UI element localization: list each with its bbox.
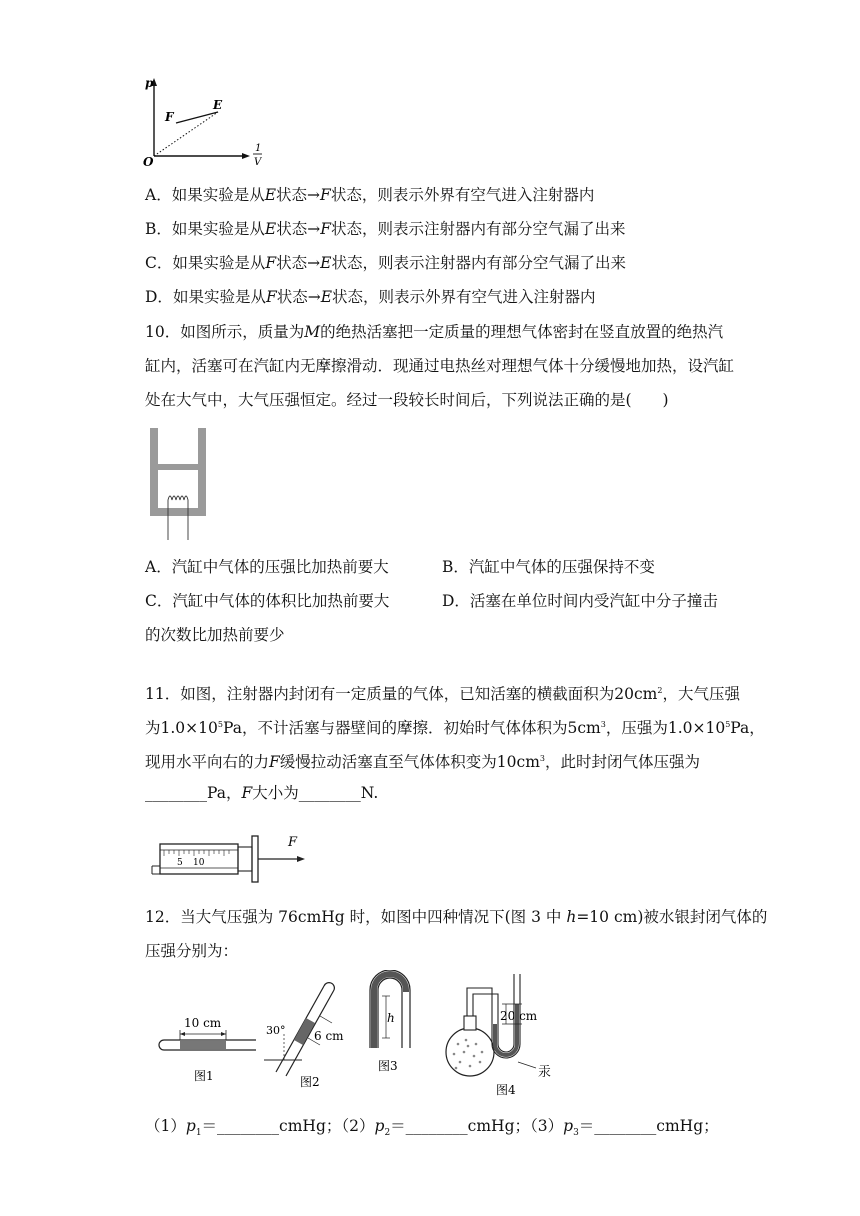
q9-option-d: D．如果实验是从F状态→E状态，则表示外界有空气进入注射器内 [145,288,596,306]
q10-stem-line1: 10．如图所示，质量为M的绝热活塞把一定质量的理想气体密封在竖直放置的绝热汽 [145,323,724,341]
fig2-dimension: 6 cm [314,1029,344,1043]
figure-3-u-tube [364,970,424,1088]
q11-stem-line2: 为$1.0\times 10^5Pa$，不计活塞与器壁间的摩擦．初始时气体体积为$5cm^3$，压强为$1.0\times 10^5Pa$， [145,719,765,738]
fig4-caption: 图4 [496,1083,516,1096]
point-f-label: F [165,110,174,124]
q10-option-c: C．汽缸中气体的体积比加热前要大 [145,592,390,610]
q9-option-b: B．如果实验是从E状态→F状态，则表示注射器内有部分空气漏了出来 [145,220,626,238]
x-axis-label-num: 1 [255,143,262,154]
fig3-h-label: h [387,1011,395,1025]
force-label: F [288,835,298,850]
fig2-angle: 30° [266,1024,286,1037]
q12-stem-line2: 压强分别为： [145,942,239,960]
answer-blank-p1[interactable]: ＝________cmHg； [201,1117,342,1135]
origin-label: O [143,155,154,169]
fig3-caption: 图3 [378,1059,398,1073]
q11-stem-line3: 现用水平向右的力F缓慢拉动活塞直至气体体积变为$10cm^3$，此时封闭气体压强为 [145,753,701,772]
q10-stem-line3: 处在大气中，大气压强恒定。经过一段较长时间后，下列说法正确的是( ) [145,391,669,409]
cylinder-figure [148,426,210,542]
q10-stem-line2: 缸内，活塞可在汽缸内无摩擦滑动．现通过电热丝对理想气体十分缓慢地加热，设汽缸 [145,357,735,375]
answer-blank-p2[interactable]: ＝________cmHg； [390,1117,530,1135]
figure-2-inclined-tube [262,980,357,1090]
pv-graph [140,72,270,172]
figure-4-flask-manometer [436,968,576,1096]
fig4-dimension: 20 cm [500,1009,538,1023]
q11-stem-line1: 11．如图，注射器内封闭有一定质量的气体，已知活塞的横截面积为$20cm^2$，大气压强 [145,685,740,704]
q10-option-b: B．汽缸中气体的压强保持不变 [442,558,655,576]
q10-option-a: A．汽缸中气体的压强比加热前要大 [145,558,389,576]
q12-answers: $(1)p_1=\_\_\_\_\_\_\_\_cmHg$；$(2)p_2=\_\_\_\_\_\_\_\_cmHg$；$(3)p_3=\_\_\_\_\_\_\_\_cmHg$； [145,1117,719,1139]
q9-option-a: A．如果实验是从E状态→F状态，则表示外界有空气进入注射器内 [145,186,595,204]
syringe-tick-label: 10 [193,858,205,868]
q12-stem-line1: 12．当大气压强为 76cmHg 时，如图中四种情况下(图 3 中 h=10 cm)被水银封闭气体的 [145,908,768,926]
answer-blank-force[interactable]: ________ [298,784,361,802]
q10-option-d-continued: 的次数比加热前要少 [145,626,285,644]
syringe-tick-label: 5 [177,858,183,868]
syringe-figure [150,826,310,890]
x-axis-label-den: V [254,157,262,168]
fig4-mercury-label: 汞 [538,1065,552,1080]
fig1-dimension: 10 cm [184,1016,222,1030]
point-e-label: E [213,98,223,112]
fig2-caption: 图2 [300,1075,320,1089]
fig1-caption: 图1 [194,1069,214,1083]
answer-blank-p3[interactable]: ＝________cmHg； [578,1117,719,1135]
q11-stem-line4: ________Pa，F大小为________N. [145,784,379,802]
figure-1-horizontal-tube [152,1008,262,1088]
y-axis-label: p [145,76,154,90]
q9-option-c: C．如果实验是从F状态→E状态，则表示注射器内有部分空气漏了出来 [145,254,626,272]
answer-blank-pressure[interactable]: ________ [145,784,207,802]
q10-option-d: D．活塞在单位时间内受汽缸中分子撞击 [442,592,718,610]
